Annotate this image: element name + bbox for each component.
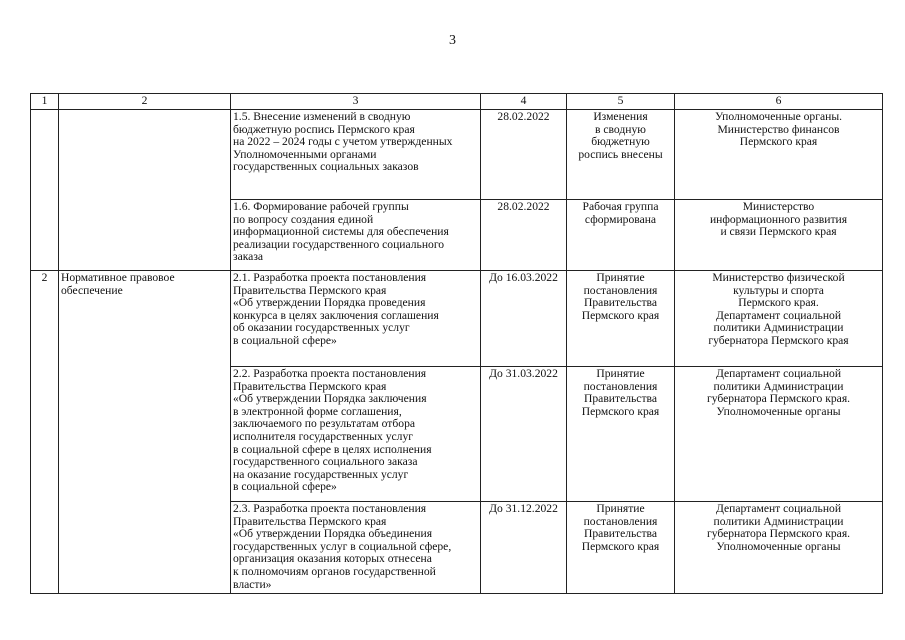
header-col-1: 1 <box>31 94 59 110</box>
task-cell: 2.1. Разработка проекта постановления Правительства Пермского края «Об утверждении Порядка проведения конкурса в целях заключения соглашения об оказании государственных услуг в социальной сфере» <box>231 271 481 367</box>
header-col-2: 2 <box>59 94 231 110</box>
header-col-6: 6 <box>675 94 883 110</box>
executor-cell: Департамент социальной политики Администрации губернатора Пермского края. Уполномоченные органы <box>675 502 883 594</box>
deadline-cell: До 31.12.2022 <box>481 502 567 594</box>
executor-cell: Уполномоченные органы. Министерство финансов Пермского края <box>675 110 883 200</box>
result-cell: Принятие постановления Правительства Пермского края <box>567 271 675 367</box>
task-cell: 1.5. Внесение изменений в сводную бюджетную роспись Пермского края на 2022 – 2024 годы с учетом утвержденных Уполномоченными органами государственных социальных заказов <box>231 110 481 200</box>
plan-table <box>30 93 883 594</box>
deadline-cell: 28.02.2022 <box>481 110 567 200</box>
task-cell: 2.2. Разработка проекта постановления Правительства Пермского края «Об утверждении Порядка заключения в электронной форме соглашения, заключаемого по результатам отбора исполнителя государственных услуг в социальной сфере в целях исполнения государственного социального заказа на оказание государственных услуг в социальной сфере» <box>231 367 481 502</box>
result-cell: Принятие постановления Правительства Пермского края <box>567 367 675 502</box>
executor-cell: Министерство информационного развития и связи Пермского края <box>675 200 883 271</box>
result-cell: Изменения в сводную бюджетную роспись внесены <box>567 110 675 200</box>
direction-cell <box>59 110 231 271</box>
result-cell: Принятие постановления Правительства Пермского края <box>567 502 675 594</box>
row-number <box>31 110 59 271</box>
row-number: 2 <box>31 271 59 594</box>
deadline-cell: 28.02.2022 <box>481 200 567 271</box>
task-cell: 1.6. Формирование рабочей группы по вопросу создания единой информационной системы для обеспечения реализации государственного социального заказа <box>231 200 481 271</box>
executor-cell: Департамент социальной политики Администрации губернатора Пермского края. Уполномоченные органы <box>675 367 883 502</box>
task-cell: 2.3. Разработка проекта постановления Правительства Пермского края «Об утверждении Порядка объединения государственных услуг в социальной сфере, организация оказания которых отнесена к полномочиям органов государственной власти» <box>231 502 481 594</box>
direction-cell: Нормативное правовое обеспечение <box>59 271 231 594</box>
deadline-cell: До 31.03.2022 <box>481 367 567 502</box>
header-col-5: 5 <box>567 94 675 110</box>
deadline-cell: До 16.03.2022 <box>481 271 567 367</box>
header-col-3: 3 <box>231 94 481 110</box>
header-col-4: 4 <box>481 94 567 110</box>
page-number: 3 <box>449 33 456 48</box>
table-row <box>31 110 883 200</box>
executor-cell: Министерство физической культуры и спорта Пермского края. Департамент социальной политики Администрации губернатора Пермского края <box>675 271 883 367</box>
table-row <box>31 271 883 367</box>
header-row <box>31 94 883 110</box>
result-cell: Рабочая группа сформирована <box>567 200 675 271</box>
